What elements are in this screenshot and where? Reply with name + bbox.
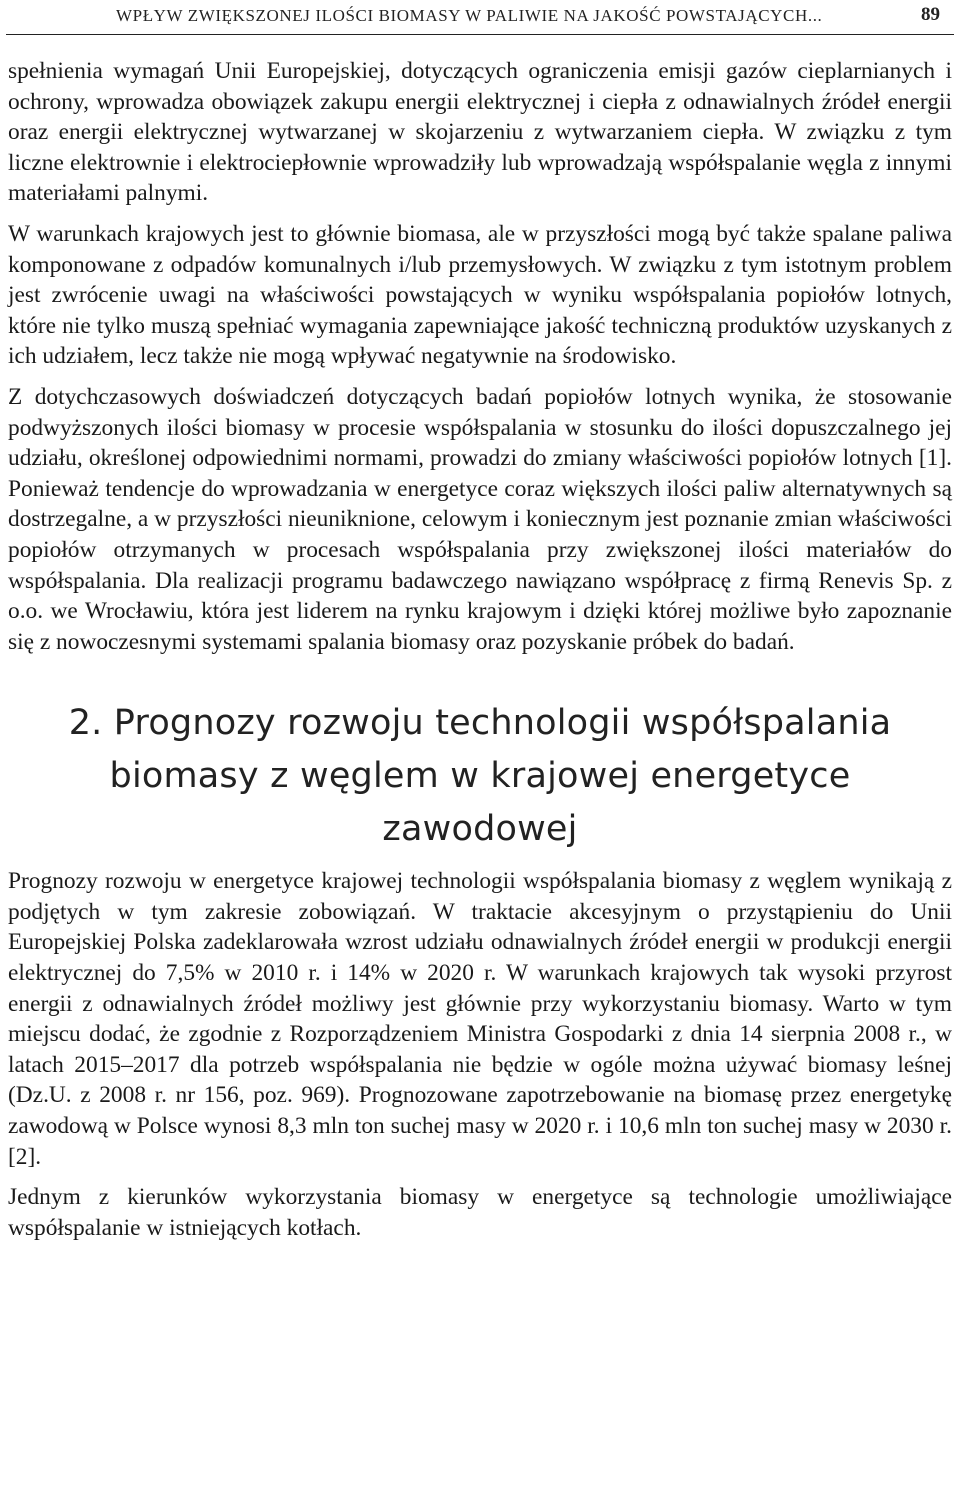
section-paragraph-2: Jednym z kierunków wykorzystania biomasy w energetyce są technologie umożliwiające współspalanie w istniejących kotłach. — [8, 1184, 952, 1241]
paragraph-1: spełnienia wymagań Unii Europejskiej, dotyczących ograniczenia emisji gazów cieplarnianych i ochrony, wprowadza obowiązek zakupu energii elektrycznej i ciepła z odnawialnych źródeł energii oraz energii elektrycznej wytwarzanej w skojarzeniu z wytwarzaniem ciepła. W związku z tym liczne elektrownie i elektrociepłownie wprowadziły lub wprowadzają współspalanie węgla z innymi materiałami palnymi. — [8, 58, 952, 207]
page-number: 89 — [921, 4, 940, 25]
section-heading — [8, 697, 952, 856]
running-header — [6, 0, 954, 35]
paragraph-3: Z dotychczasowych doświadczeń dotyczących badań popiołów lotnych wynika, że stosowanie podwyższonych ilości biomasy w procesie współspalania w stosunku do ilości dopuszczalnego jej udziału, określonej odpowiednimi normami, prowadzi do zmiany właściwości popiołów lotnych [1]. Ponieważ tendencje do wprowadzania w energetyce coraz większych ilości paliw alternatywnych są dostrzegalne, a w przyszłości nieuniknione, celowym i koniecznym jest poznanie zmian właściwości popiołów otrzymanych w procesach współspalania przy zwiększonej ilości materiałów do współspalania. Dla realizacji programu badawczego nawiązano współpracę z firmą Renevis Sp. z o.o. we Wrocławiu, która jest liderem na rynku krajowym i dzięki której możliwe było zapoznanie się z nowoczesnymi systemami spalania biomasy oraz pozyskanie próbek do badań. — [8, 383, 952, 655]
section-heading-line-2: biomasy z węglem w krajowej energetyce zawodowej — [109, 756, 851, 850]
section-heading-line-1: 2. Prognozy rozwoju technologii współspalania — [68, 703, 892, 744]
paragraph-2: W warunkach krajowych jest to głównie biomasa, ale w przyszłości mogą być także spalane paliwa komponowane z odpadów komunalnych i/lub przemysłowych. W związku z tym istotnym problem jest zwrócenie uwagi na właściwości powstających w wyniku współspalania popiołów lotnych, które nie tylko muszą spełniać wymagania zapewniające jakość techniczną produktów uzyskanych z ich udziałem, lecz także nie mogą wpływać negatywnie na środowisko. — [8, 220, 952, 370]
document-page — [8, 0, 952, 1243]
running-title: WPŁYW ZWIĘKSZONEJ ILOŚCI BIOMASY W PALIWIE NA JAKOŚĆ POWSTAJĄCYCH... — [116, 6, 823, 25]
section-paragraph-1: Prognozy rozwoju w energetyce krajowej technologii współspalania biomasy z węglem wynikają z podjętych w tym zakresie zobowiązań. W traktacie akcesyjnym o przystąpieniu do Unii Europejskiej Polska zadeklarowała wzrost udziału odnawialnych źródeł energii w produkcji energii elektrycznej do 7,5% w 2010 r. i 14% w 2020 r. W warunkach krajowych tak wysoki przyrost energii z odnawialnych źródeł możliwy jest głównie przy wykorzystaniu biomasy. Warto w tym miejscu dodać, że zgodnie z Rozporządzeniem Ministra Gospodarki z dnia 14 sierpnia 2008 r., w latach 2015–2017 dla potrzeb współspalania nie będzie w ogóle można używać biomasy leśnej (Dz.U. z 2008 r. nr 156, poz. 969). Prognozowane zapotrzebowanie na biomasę przez energetykę zawodową w Polsce wynosi 8,3 mln ton suchej masy w 2020 r. i 10,6 mln ton suchej masy w 2030 r. [2]. — [8, 868, 952, 1170]
